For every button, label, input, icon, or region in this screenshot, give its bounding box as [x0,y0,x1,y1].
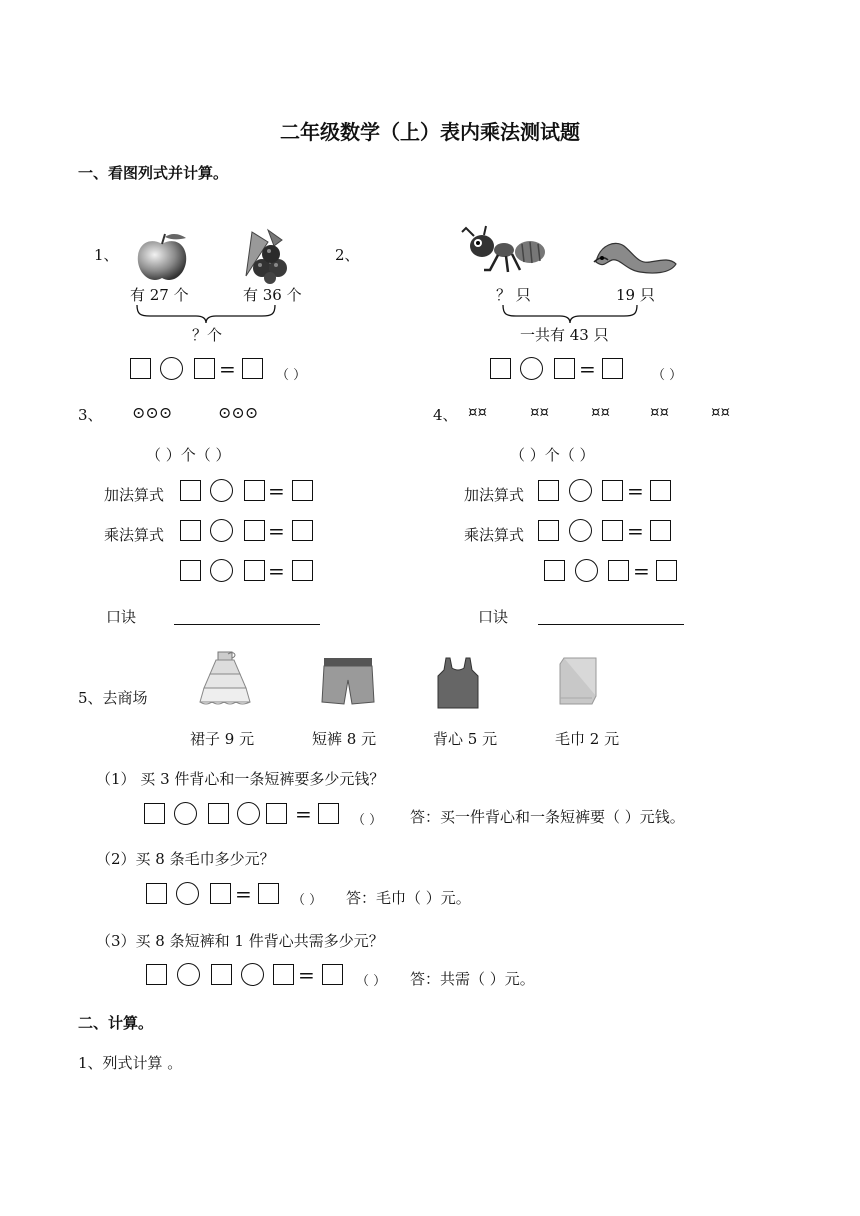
equals-sign: = [633,559,650,583]
answer-box[interactable] [194,358,215,379]
answer-box[interactable] [244,560,265,581]
section-heading-2: 二、计算。 [78,1014,154,1032]
unit-paren[interactable]: （ ） [356,974,387,989]
count-line[interactable]: （ ）个（ ） [146,446,231,464]
answer-box[interactable] [244,480,265,501]
operator-circle[interactable] [237,802,260,825]
answer-box[interactable] [602,480,623,501]
rhyme-label: 口诀 [106,608,137,626]
brace-2 [502,304,638,324]
multiplication-label: 乘法算式 [464,526,525,544]
equals-sign: = [298,963,315,987]
question-number-1: 1、 [94,246,119,264]
answer-sentence-3: 答：共需（ ）元。 [410,970,535,988]
item-label-vest: 背心 5 元 [433,730,498,748]
answer-box[interactable] [656,560,677,581]
item-label-towel: 毛巾 2 元 [555,730,620,748]
addition-label: 加法算式 [464,486,525,504]
addition-label: 加法算式 [104,486,165,504]
item-label-skirt: 裙子 9 元 [190,730,255,748]
answer-box[interactable] [180,520,201,541]
answer-box[interactable] [146,883,167,904]
equals-sign: = [268,559,285,583]
vest-icon [436,656,480,710]
rhyme-answer-line[interactable] [538,624,684,625]
item-label-shorts: 短裤 8 元 [312,730,377,748]
answer-box[interactable] [608,560,629,581]
question-number-2: 2、 [335,246,360,264]
ant-icon [462,226,548,276]
operator-circle[interactable] [177,963,200,986]
answer-box[interactable] [490,358,511,379]
answer-box[interactable] [292,560,313,581]
answer-box[interactable] [650,480,671,501]
snake-icon [590,234,680,276]
answer-box[interactable] [544,560,565,581]
subquestion-1: （1） 买 3 件背心和一条短裤要多少元钱？ [96,770,385,788]
answer-box[interactable] [538,480,559,501]
berry-count-label: 有 36 个 [243,286,302,304]
equals-sign: = [295,802,312,826]
apple-count-label: 有 27 个 [130,286,189,304]
question-number-3: 3、 [78,406,103,424]
dot-group-1: ⊙⊙⊙ [132,403,173,422]
answer-box[interactable] [242,358,263,379]
equals-sign: = [627,519,644,543]
answer-box[interactable] [292,480,313,501]
subquestion-2: （2）买 8 条毛巾多少元？ [96,850,275,868]
unit-paren[interactable]: （ ） [276,368,307,383]
subquestion-3: （3）买 8 条短裤和 1 件背心共需多少元？ [96,932,384,950]
total-label: 一共有 43 只 [520,326,609,344]
operator-circle[interactable] [176,882,199,905]
answer-box[interactable] [322,964,343,985]
answer-box[interactable] [211,964,232,985]
ant-count-label: ？ 只 [496,286,531,304]
answer-sentence-2: 答：毛巾（ ）元。 [346,889,471,907]
answer-box[interactable] [146,964,167,985]
answer-box[interactable] [258,883,279,904]
answer-box[interactable] [130,358,151,379]
multiplication-label: 乘法算式 [104,526,165,544]
answer-box[interactable] [318,803,339,824]
unit-paren[interactable]: （ ） [352,813,383,828]
operator-circle[interactable] [520,357,543,380]
equals-sign: = [268,519,285,543]
operator-circle[interactable] [160,357,183,380]
equals-sign: = [268,479,285,503]
rhyme-answer-line[interactable] [174,624,320,625]
count-line[interactable]: （ ）个（ ） [510,446,595,464]
answer-box[interactable] [292,520,313,541]
operator-circle[interactable] [575,559,598,582]
berries-icon [238,228,294,284]
answer-sentence-1: 答：买一件背心和一条短裤要（ ）元钱。 [410,808,685,826]
dot-group-2: ⊙⊙⊙ [218,403,259,422]
answer-box[interactable] [650,520,671,541]
equals-sign: = [579,357,596,381]
answer-box[interactable] [273,964,294,985]
answer-box[interactable] [210,883,231,904]
coin-group: ¤¤ [650,403,670,421]
question-number-5: 5、去商场 [78,689,148,707]
section-heading-1: 一、看图列式并计算。 [78,164,229,182]
equals-sign: = [219,357,236,381]
equals-sign: = [627,479,644,503]
answer-box[interactable] [602,520,623,541]
calc-question-1: 1、列式计算 。 [78,1054,183,1072]
apple-icon [134,232,190,284]
skirt-icon [198,650,252,708]
towel-icon [558,654,604,706]
shorts-icon [320,656,376,708]
coin-group: ¤¤ [711,403,731,421]
answer-box[interactable] [180,480,201,501]
answer-box[interactable] [208,803,229,824]
answer-box[interactable] [144,803,165,824]
operator-circle[interactable] [210,479,233,502]
brace-1 [136,304,276,324]
equals-sign: = [235,882,252,906]
answer-box[interactable] [554,358,575,379]
operator-circle[interactable] [210,519,233,542]
coin-group: ¤¤ [468,403,488,421]
operator-circle[interactable] [241,963,264,986]
answer-box[interactable] [266,803,287,824]
snake-count-label: 19 只 [616,286,655,304]
coin-group: ¤¤ [591,403,611,421]
answer-box[interactable] [602,358,623,379]
question-number-4: 4、 [433,406,458,424]
coin-group: ¤¤ [530,403,550,421]
rhyme-label: 口诀 [478,608,509,626]
operator-circle[interactable] [174,802,197,825]
operator-circle[interactable] [569,519,592,542]
unit-paren[interactable]: （ ） [292,893,323,908]
page-title: 二年级数学（上）表内乘法测试题 [280,120,580,144]
operator-circle[interactable] [210,559,233,582]
operator-circle[interactable] [569,479,592,502]
answer-box[interactable] [244,520,265,541]
unit-paren[interactable]: （ ） [652,368,683,383]
total-unknown-label: ？个 [192,326,223,344]
answer-box[interactable] [538,520,559,541]
answer-box[interactable] [180,560,201,581]
